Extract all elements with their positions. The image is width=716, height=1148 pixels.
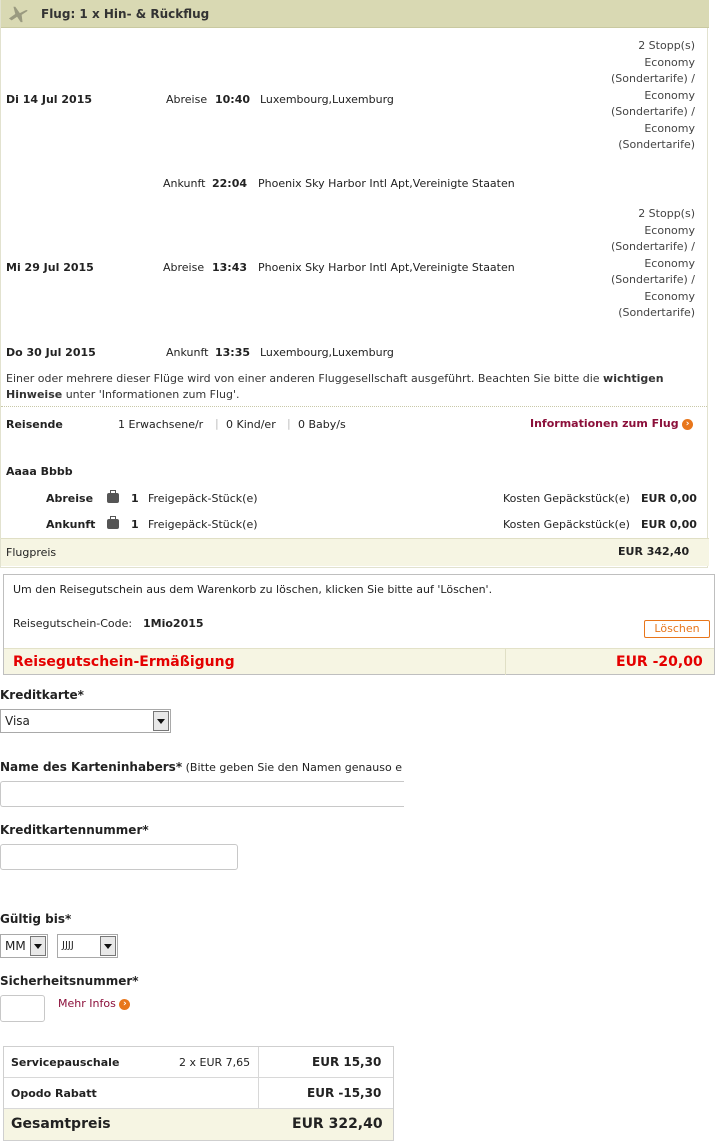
flight-info-link-label: Informationen zum Flug <box>530 417 679 430</box>
voucher-discount-label: Reisegutschein-Ermäßigung <box>13 654 235 670</box>
price-summary <box>3 1046 394 1141</box>
notice-text: Einer oder mehrere dieser Flüge wird von einer anderen Fluggesellschaft ausgeführt. Beachten Sie bitte die <box>6 372 604 385</box>
operator-notice <box>6 371 702 403</box>
security-number-input[interactable] <box>0 995 45 1022</box>
baggage-label: Freigepäck-Stück(e) <box>148 518 258 531</box>
suitcase-icon <box>107 517 119 530</box>
card-holder-input[interactable] <box>0 781 404 807</box>
baggage-cost: EUR 0,00 <box>641 518 697 531</box>
summary-label: Gesamtpreis <box>11 1116 111 1132</box>
flight-info-link[interactable] <box>530 417 693 430</box>
baggage-cost: EUR 0,00 <box>641 492 697 505</box>
card-type-select[interactable] <box>0 709 171 733</box>
voucher-code: 1Mio2015 <box>143 617 204 630</box>
more-info-link[interactable] <box>58 997 130 1010</box>
dropdown-arrow-icon <box>100 936 116 956</box>
expiry-month-value: MM <box>5 939 26 953</box>
voucher-code-label: Reisegutschein-Code: <box>13 617 133 630</box>
chevron-right-icon: › <box>119 999 130 1010</box>
flight-title: Flug: 1 x Hin- & Rückflug <box>41 7 210 21</box>
baggage-cost-label: Kosten Gepäckstück(e) <box>503 492 630 505</box>
voucher-discount-bar <box>4 648 714 674</box>
baggage-cost-label: Kosten Gepäckstück(e) <box>503 518 630 531</box>
segment-time: 22:04 <box>212 177 248 190</box>
segment-date: Di 14 Jul 2015 <box>6 93 93 106</box>
security-number-label: Sicherheitsnummer* <box>0 974 139 988</box>
baggage-direction: Ankunft <box>46 518 96 531</box>
segment-type: Ankunft <box>166 346 209 359</box>
flight-price-label: Flugpreis <box>6 546 57 559</box>
segment-time: 13:43 <box>212 261 248 274</box>
flight-panel <box>0 0 708 568</box>
summary-value: EUR 15,30 <box>312 1055 382 1069</box>
baggage-label: Freigepäck-Stück(e) <box>148 492 258 505</box>
separator: | <box>287 417 291 430</box>
segment-place: Phoenix Sky Harbor Intl Apt,Vereinigte Staaten <box>258 177 515 190</box>
dropdown-arrow-icon <box>153 711 169 731</box>
segment-type: Abreise <box>163 261 205 274</box>
card-holder-label: Name des Karteninhabers* <box>0 760 183 774</box>
flight-header <box>1 0 709 28</box>
segment-time: 13:35 <box>215 346 251 359</box>
notice-text-end: unter 'Informationen zum Flug'. <box>62 388 240 401</box>
segment-place: Luxembourg,Luxemburg <box>260 93 394 106</box>
valid-until-label: Gültig bis* <box>0 912 72 926</box>
suitcase-icon <box>107 491 119 504</box>
summary-row-discount <box>4 1078 393 1109</box>
segment-type: Ankunft <box>163 177 206 190</box>
chevron-right-icon: › <box>682 419 693 430</box>
summary-detail: 2 x EUR 7,65 <box>179 1056 251 1069</box>
airplane-icon <box>7 4 29 24</box>
adults-count: 1 Erwachsene/r <box>118 418 204 431</box>
separator: | <box>215 417 219 430</box>
summary-label: Servicepauschale <box>11 1056 120 1069</box>
more-info-label: Mehr Infos <box>58 997 116 1010</box>
baggage-direction: Abreise <box>46 492 94 505</box>
flight-price-bar <box>1 538 709 566</box>
expiry-year-value: JJJJ <box>62 940 74 951</box>
card-number-label: Kreditkartennummer* <box>0 823 149 837</box>
divider <box>505 649 506 675</box>
flight-price-value: EUR 342,40 <box>618 545 690 558</box>
divider <box>1 406 707 407</box>
segment-place: Luxembourg,Luxemburg <box>260 346 394 359</box>
segment-time: 10:40 <box>215 93 251 106</box>
summary-value: EUR 322,40 <box>292 1116 383 1132</box>
babies-count: 0 Baby/s <box>298 418 346 431</box>
summary-value: EUR -15,30 <box>307 1086 382 1100</box>
card-type-label: Kreditkarte* <box>0 688 84 702</box>
segment-class-info: 2 Stopp(s) Economy (Sondertarife) / Economy (Sondertarife) / Economy (Sondertarife) <box>610 207 695 319</box>
segment-class-info: 2 Stopp(s) Economy (Sondertarife) / Economy (Sondertarife) / Economy (Sondertarife) <box>610 39 695 151</box>
segment-place: Phoenix Sky Harbor Intl Apt,Vereinigte Staaten <box>258 261 515 274</box>
voucher-info: Um den Reisegutschein aus dem Warenkorb zu löschen, klicken Sie bitte auf 'Löschen'. <box>13 583 493 596</box>
passenger-name: Aaaa Bbbb <box>6 465 73 478</box>
expiry-month-select[interactable] <box>0 934 48 958</box>
segment-date: Do 30 Jul 2015 <box>6 346 96 359</box>
card-holder-hint: (Bitte geben Sie den Namen genauso e <box>185 761 402 774</box>
summary-label: Opodo Rabatt <box>11 1087 97 1100</box>
dropdown-arrow-icon <box>30 936 46 956</box>
segment-type: Abreise <box>166 93 208 106</box>
voucher-discount-value: EUR -20,00 <box>616 654 703 670</box>
expiry-year-select[interactable] <box>57 934 118 958</box>
segment-date: Mi 29 Jul 2015 <box>6 261 94 274</box>
delete-voucher-button[interactable]: Löschen <box>644 620 710 638</box>
voucher-box <box>3 574 715 675</box>
summary-row-total <box>4 1109 393 1140</box>
card-number-input[interactable] <box>0 844 238 870</box>
notice-bold: wichtigen Hinweise <box>6 372 664 401</box>
summary-row-service-fee <box>4 1047 393 1078</box>
travellers-label: Reisende <box>6 418 63 431</box>
card-holder-label-row <box>0 760 406 774</box>
baggage-count: 1 <box>131 492 139 505</box>
baggage-count: 1 <box>131 518 139 531</box>
card-type-value: Visa <box>5 714 30 728</box>
children-count: 0 Kind/er <box>226 418 276 431</box>
